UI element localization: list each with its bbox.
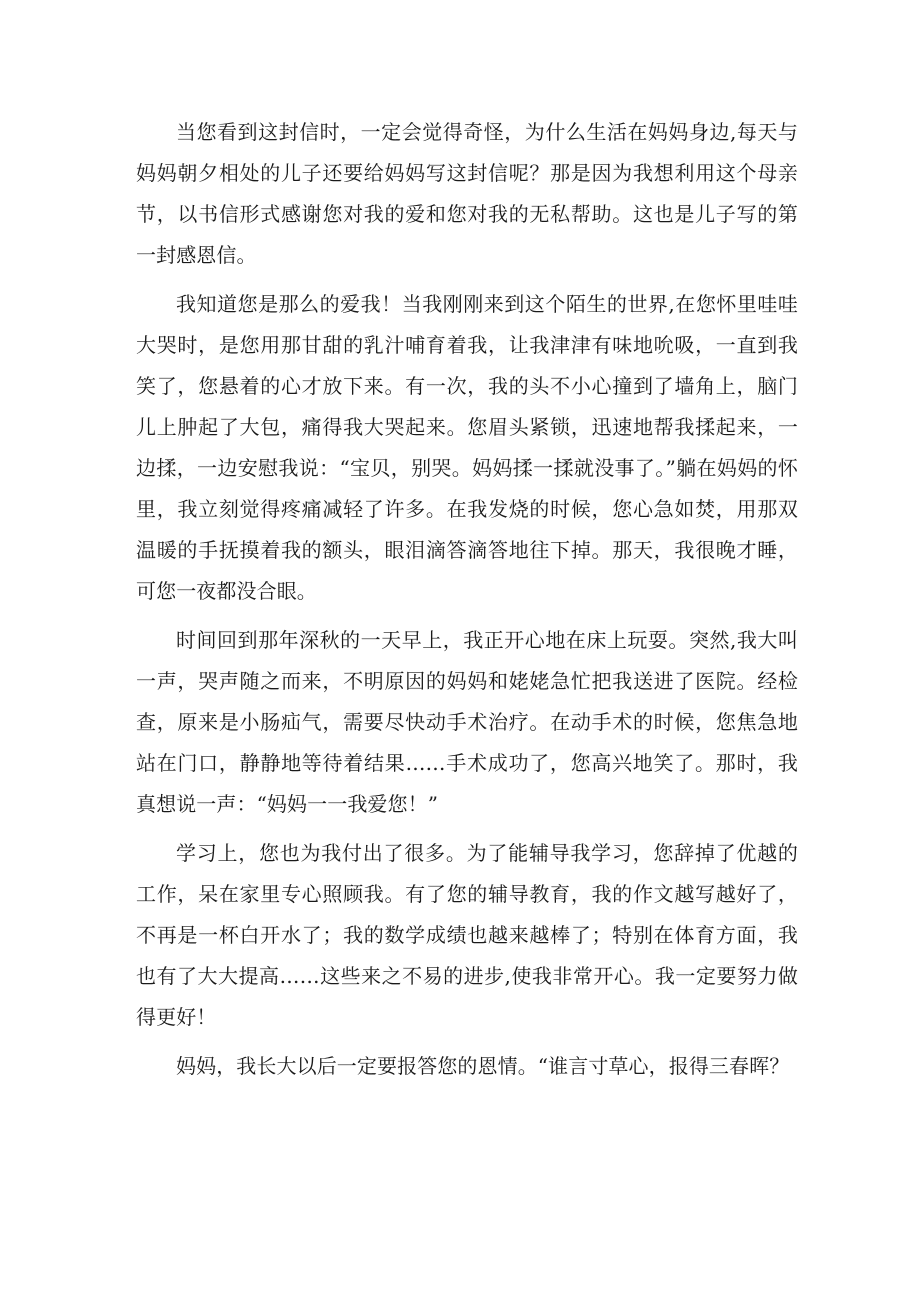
paragraph-2: 我知道您是那么的爱我！当我刚刚来到这个陌生的世界,在您怀里哇哇大哭时，是您用那甘甜的乳汁哺育着我，让我津津有味地吮吸，一直到我笑了，您悬着的心才放下来。有一次，我的头不小心撞到了墙角上，脑门儿上肿起了大包，痛得我大哭起来。您眉头紧锁，迅速地帮我揉起来，一边揉，一边安慰我说：“宝贝，别哭。妈妈揉一揉就没事了。”躺在妈妈的怀里，我立刻觉得疼痛减轻了许多。在我发烧的时候，您心急如焚，用那双温暖的手抚摸着我的额头，眼泪滴答滴答地往下掉。那天，我很晚才睡，可您一夜都没合眼。 <box>136 292 798 603</box>
paragraph-4: 学习上，您也为我付出了很多。为了能辅导我学习，您辞掉了优越的工作，呆在家里专心照顾我。有了您的辅导教育，我的作文越写越好了，不再是一杯白开水了；我的数学成绩也越来越棒了；特别在体育方面，我也有了大大提高……这些来之不易的进步,使我非常开心。我一定要努力做得更好！ <box>136 841 798 1029</box>
paragraph-5: 妈妈，我长大以后一定要报答您的恩情。“谁言寸草心，报得三春晖？ <box>176 1054 790 1078</box>
paragraph-3: 时间回到那年深秋的一天早上，我正开心地在床上玩耍。突然,我大叫一声，哭声随之而来，不明原因的妈妈和姥姥急忙把我送进了医院。经检查，原来是小肠疝气，需要尽快动手术治疗。在动手术的时候，您焦急地站在门口，静静地等待着结果……手术成功了，您高兴地笑了。那时，我真想说一声：“妈妈一一我爱您！” <box>136 628 798 816</box>
paragraph-1: 当您看到这封信时，一定会觉得奇怪，为什么生活在妈妈身边,每天与妈妈朝夕相处的儿子还要给妈妈写这封信呢？那是因为我想利用这个母亲节，以书信形式感谢您对我的爱和您对我的无私帮助。这也是儿子写的第一封感恩信。 <box>136 120 798 267</box>
letter-body <box>136 112 798 1095</box>
